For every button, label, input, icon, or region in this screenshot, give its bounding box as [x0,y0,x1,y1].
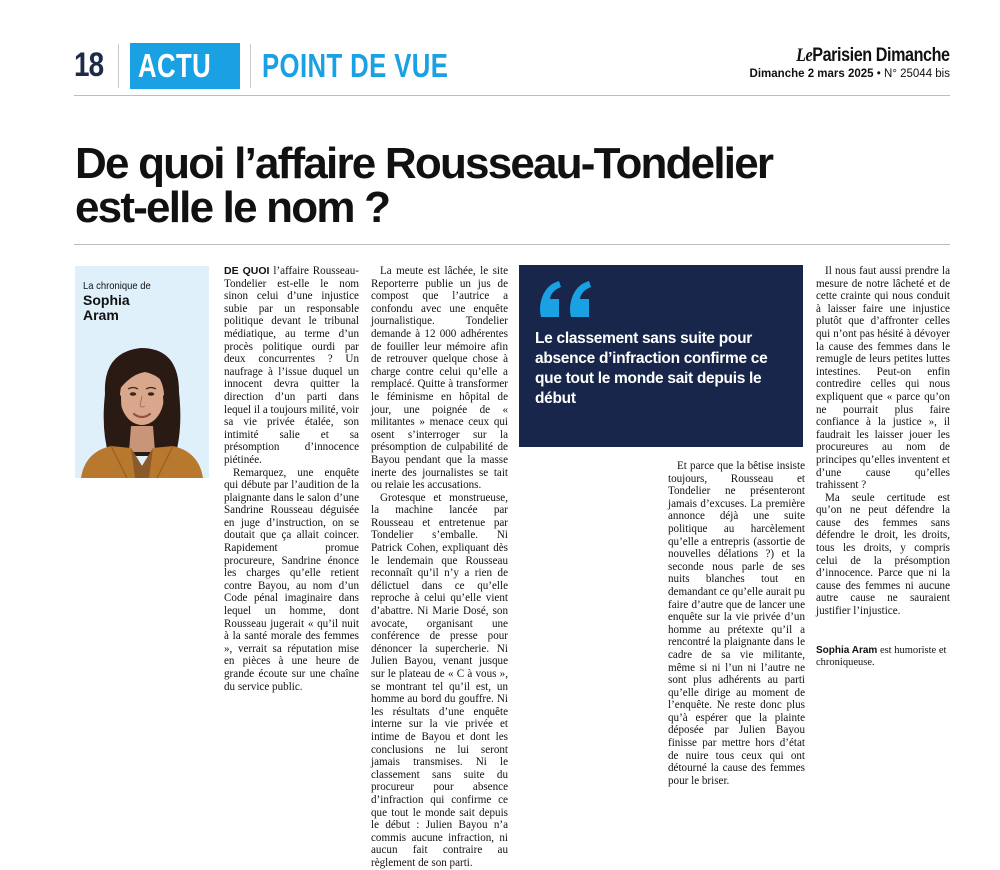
article-column-2 [371,265,508,870]
article-column-5 [816,265,950,618]
article-paragraph: Ma seule certitude est qu’on ne peut défendre la cause des femmes sans défendre le droit, les droits, tous les droits, y compris celui de la présomption d’innocence. Parce que ni la cause des femmes ni aucune autre cause ne sauraient justifier l’injustice. [816,491,950,618]
issue-date: Dimanche 2 mars 2025 [749,68,874,80]
subsection-title: POINT DE VUE [262,47,449,84]
author-first-name: Sophia [83,292,130,308]
issue-number: N° 25044 bis [884,68,950,80]
author-portrait [75,334,209,478]
quote-icon [537,279,597,319]
article-paragraph: Grotesque et monstrueuse, la machine lancée par Rousseau et entretenue par Tondelier s’emballe. Ni Patrick Cohen, expliquant dès le lendemain que Rousseau reconnaît qu’il n’y a rien de délictuel dans ce qu’elle reproche à celui qu’elle vient d’abattre. Ni Marie Dosé, son avocate, organisant une conférence de presse pour dénoncer la supercherie. Ni Julien Bayou, venant jusque sur le plateau de « C à vous », se montrant tel qu’il est, un homme au bord du gouffre. Ni les résultats d’une enquête interne sur la vie privée et intime de Bayou et dont les conclusions ne lui seront jamais transmises. Ni le classement sans suite du procureur pour absence d’infraction qui confirme ce que tout le monde sait depuis le début : Julien Bayou n’a commis aucune infraction, ni aucun fait contraire au règlement de son parti. [371,491,508,869]
article-paragraph: Il nous faut aussi prendre la mesure de notre lâcheté et de cette crainte qui nous conduit à laisser faire une injustice plutôt que d’affronter celles qui n’ont pas hésité à dévoyer la cause des femmes dans le remugle de leurs petites luttes intestines. Peut-on enfin contredire celles qui nous expliquent que « parce qu’on ne pourrait plus faire confiance à la justice », il faudrait les laisser jouer les procureures au nom de principes qu’elles inventent et d’une cause qu’elles trahissent ? [816,265,950,492]
page-number: 18 [74,46,104,84]
article-column-1 [224,265,359,693]
article-paragraph [224,265,359,467]
article-paragraph: La meute est lâchée, le site Reporterre publie un jus de compost que l’autrice a confondu avec une enquête journalistique. Tondelier demande à 12 000 adhérentes de fouiller leur mémoire afin de retrouver quelque chose à charge contre celui qu’elle a remplacé. Quitte à transformer le féminisme en hôpital de jour, une poignée de « militantes » menace ceux qui osent s’interroger sur la présomption de culpabilité de Bayou pendant que la masse inerte des journalistes se tait ou relaie les accusations. [371,265,508,492]
author-name [83,293,203,323]
headline [75,139,955,232]
paragraph-text: l’affaire Rousseau-Tondelier est-elle le nom sinon celui d’une injustice subie par un responsable politique devant le tribunal médiatique, au terme d’un procès politique ourdi par deux concurrentes ? Un naufrage à l’issue duquel un innocent devra quitter la direction d’un parti dans lequel il a toujours milité, voir sa vie privée étalée, son intimité salie et sa présomption d’innocence piétinée. [224,265,359,466]
author-bio [816,645,950,670]
issue-separator: • [876,68,881,80]
issue-line [750,68,950,80]
header-divider [250,44,251,88]
pull-quote-text: Le classement sans suite pour absence d’infraction confirme ce que tout le monde sait depuis le début [535,330,768,407]
logo-dimanche: Dimanche [876,45,950,66]
page-header [0,0,1000,96]
headline-line-2: est-elle le nom ? [75,183,390,232]
headline-rule [74,244,950,245]
section-tag: ACTU [138,47,212,84]
bio-name: Sophia Aram [816,645,878,656]
logo-le: Le [796,45,813,66]
pull-quote [519,265,803,447]
author-last-name: Aram [83,307,119,323]
author-box [75,266,209,478]
lead-in: DE QUOI [224,265,270,277]
newspaper-logo [797,45,950,67]
header-divider [118,44,119,88]
header-rule [74,95,950,96]
logo-parisien: Parisien [812,45,873,66]
headline-line-1: De quoi l’affaire Rousseau-Tondelier [75,139,773,188]
column-kicker: La chronique de [83,280,151,292]
article-paragraph: Remarquez, une enquête qui débute par l’audition de la plaignante dans le salon d’une Sandrine Rousseau déguisée en juge d’instruction, on se doutait que ça allait coincer. Rapidement promue procureure, Sandrine énonce les charges qu’elle retient contre Bayou, au nom d’un Code pénal imaginaire dans lequel un homme, dont Rousseau jugerait « qu’il nuit à la santé morale des femmes », verrait sa réputation mise en pièces à une heure de grande écoute sur une chaîne du service public. [224,466,359,693]
article-paragraph: Et parce que la bêtise insiste toujours, Rousseau et Tondelier ne présenteront jamais d’excuses. La première annonce déjà une suite politique au harcèlement qu’elle a entrepris (assortie de nouvelles délations ?) et la seconde nous parle de ses nuits blanches tout en demandant ce qu’elle aurait pu faire d’autre que de lancer une enquête sur la vie privée d’un homme au prétexte qu’il a rencontré la plaignante dans le cadre de sa vie militante, même si ni l’un ni l’autre ne sont plus adhérents au parti qu’elle dirige au moment de l’enquête. Ne reste donc plus qu’à espérer que la plainte déposée par Julien Bayou finisse par mettre hors d’état de nuire tous ceux qui ont détourné la cause des femmes pour le briser. [668,460,805,787]
article-column-4 [668,460,805,787]
bio-text: est humoriste et chroniqueuse. [816,645,947,669]
